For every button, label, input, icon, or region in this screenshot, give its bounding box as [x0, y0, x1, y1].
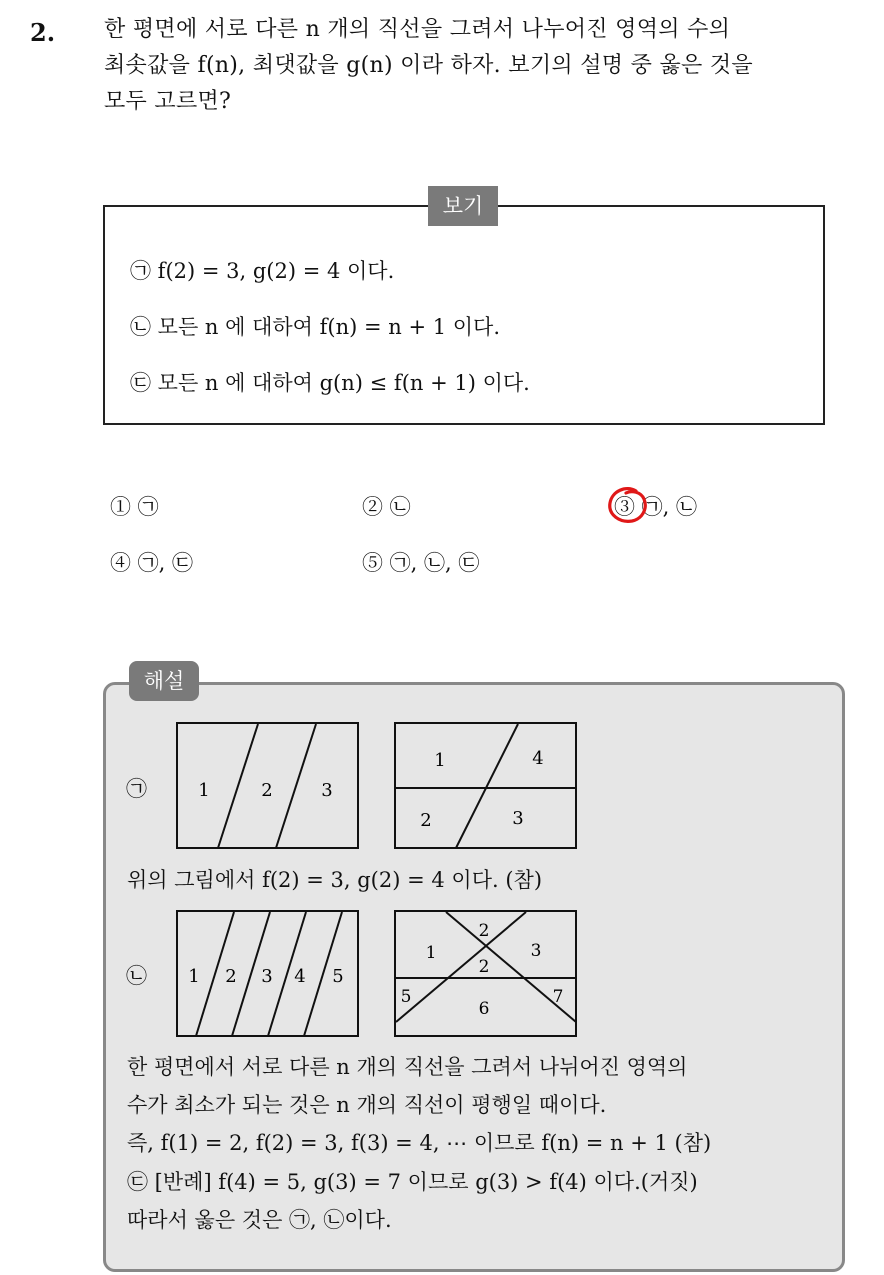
question-number: 2.	[30, 18, 56, 47]
solution-line-b3: 즉, f(1) = 2, f(2) = 3, f(3) = 4, ⋯ 이므로 f(n) = n + 1 (참)	[127, 1131, 712, 1155]
solution-line-a: 위의 그림에서 f(2) = 3, g(2) = 4 이다. (참)	[127, 868, 543, 892]
fig4-region-label: 3	[530, 941, 542, 961]
solution-tab: 해설	[129, 661, 199, 701]
fig4-region-label: 5	[400, 987, 412, 1007]
fig1-region-label: 3	[321, 780, 333, 801]
fig4-region-label: 7	[552, 987, 564, 1007]
fig3-region-label: 1	[188, 966, 200, 987]
choice-5[interactable]: ⑤ ㉠, ㉡, ㉢	[362, 551, 480, 575]
bogi-item-b: ㉡ 모든 n 에 대하여 f(n) = n + 1 이다.	[130, 315, 501, 339]
fig4-region-label: 2	[478, 921, 490, 941]
bogi-tab: 보기	[428, 186, 498, 226]
fig1-region-label: 2	[261, 780, 273, 801]
fig2-region-label: 1	[434, 750, 446, 771]
choice-2[interactable]: ② ㉡	[362, 495, 411, 519]
fig3-region-label: 4	[294, 966, 306, 987]
question-line-3: 모두 고르면?	[104, 89, 232, 114]
choice-4[interactable]: ④ ㉠, ㉢	[110, 551, 194, 575]
fig3-region-label: 2	[225, 966, 237, 987]
figure-crossing-2-lines	[394, 722, 578, 850]
fig4-region-label: 6	[478, 999, 490, 1019]
fig2-region-label: 2	[420, 810, 432, 831]
fig4-region-label: 1	[425, 943, 437, 963]
solution-line-c: ㉢ [반례] f(4) = 5, g(3) = 7 이므로 g(3) > f(4) 이다.(거짓)	[127, 1170, 698, 1194]
fig1-region-label: 1	[198, 780, 210, 801]
fig4-region-label: 2	[478, 957, 490, 977]
bogi-item-a: ㉠ f(2) = 3, g(2) = 4 이다.	[130, 259, 395, 283]
choice-3[interactable]: ③ ㉠, ㉡	[614, 495, 698, 519]
fig3-region-label: 5	[332, 966, 344, 987]
bogi-item-c: ㉢ 모든 n 에 대하여 g(n) ≤ f(n + 1) 이다.	[130, 371, 530, 395]
question-line-1: 한 평면에 서로 다른 n 개의 직선을 그려서 나누어진 영역의 수의	[104, 17, 731, 42]
fig2-region-label: 4	[532, 748, 544, 769]
fig2-region-label: 3	[512, 808, 524, 829]
solution-conclusion: 따라서 옳은 것은 ㉠, ㉡이다.	[127, 1208, 392, 1232]
question-line-2: 최솟값을 f(n), 최댓값을 g(n) 이라 하자. 보기의 설명 중 옳은 것을	[104, 53, 753, 78]
fig3-region-label: 3	[261, 966, 273, 987]
figure-parallel-4-lines	[176, 910, 360, 1038]
figure-parallel-2-lines	[176, 722, 360, 850]
solution-label-a: ㉠	[126, 777, 147, 801]
solution-line-b1: 한 평면에서 서로 다른 n 개의 직선을 그려서 나뉘어진 영역의	[127, 1055, 688, 1079]
choice-1[interactable]: ① ㉠	[110, 495, 159, 519]
solution-line-b2: 수가 최소가 되는 것은 n 개의 직선이 평행일 때이다.	[127, 1093, 607, 1117]
figure-three-lines	[394, 910, 578, 1038]
answer-circle-mark	[606, 485, 650, 525]
solution-label-b: ㉡	[126, 964, 147, 988]
